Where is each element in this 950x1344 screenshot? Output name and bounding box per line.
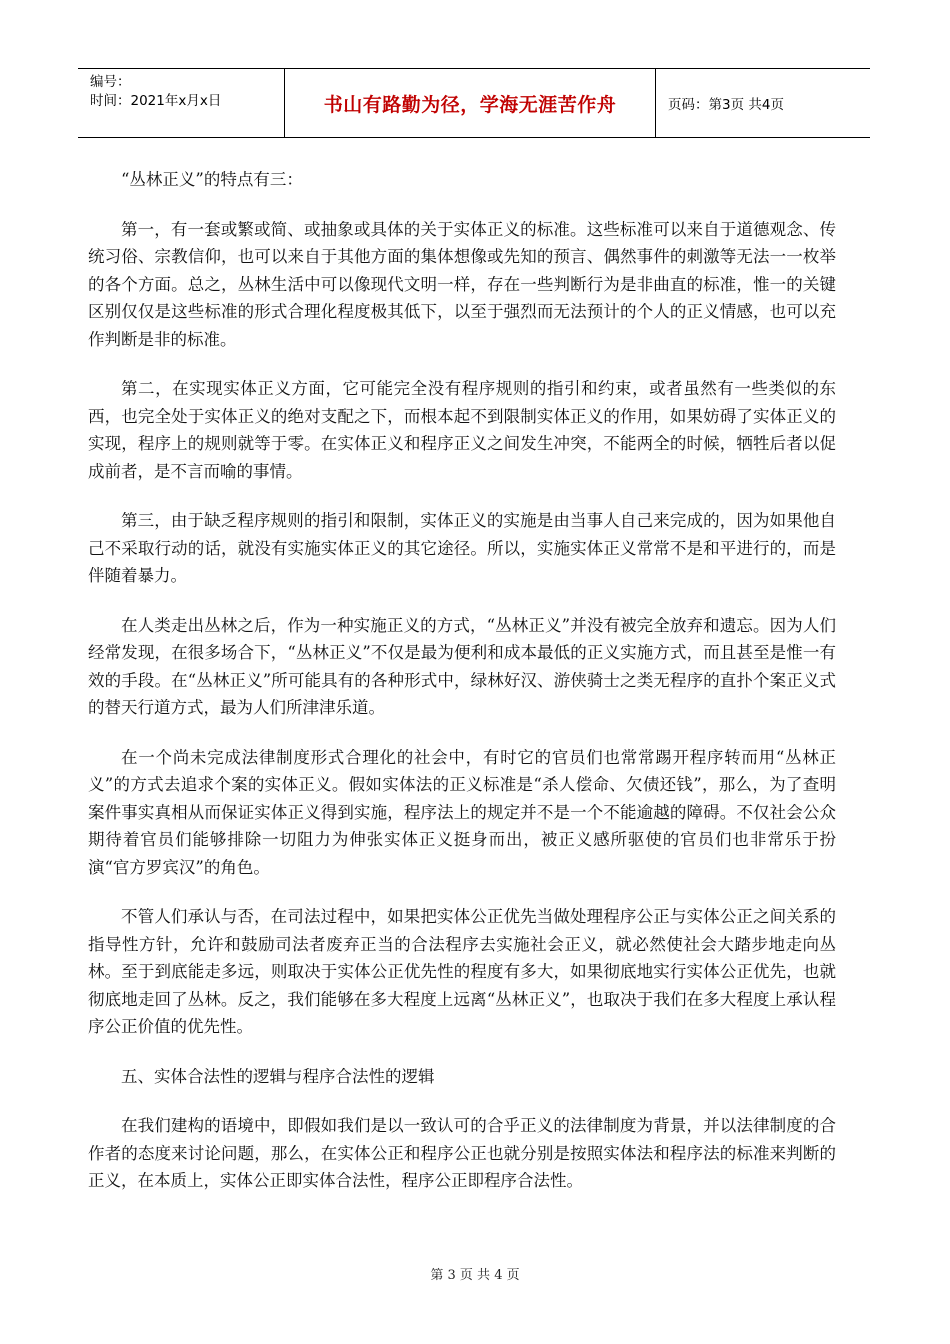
paragraph-judicial-process: 不管人们承认与否，在司法过程中，如果把实体公正优先当做处理程序公正与实体公正之间关系的指导性方针，允许和鼓励司法者废弃正当的合法程序去实施社会正义，就必然使社会大踏步地走向丛林。至于到底能走多远，则取决于实体公正优先性的程度有多大，如果彻底地实行实体公正优先，也就彻底地走回了丛林。反之，我们能够在多大程度上远离“丛林正义”，也取决于我们在多大程度上承认程序公正价值的优先性。 bbox=[88, 907, 836, 1036]
paragraph-intro: “丛林正义”的特点有三： bbox=[121, 170, 303, 189]
header-motto: 书山有路勤为径，学海无涯苦作舟 bbox=[285, 69, 656, 137]
paragraph-context: 在我们建构的语境中，即假如我们是以一致认可的合乎正义的法律制度为背景，并以法律制度的合作者的态度来讨论问题，那么，在实体公正和程序公正也就分别是按照实体法和程序法的标准来判断的正义，在本质上，实体公正即实体合法性，程序公正即程序合法性。 bbox=[88, 1116, 836, 1190]
paragraph-officials: 在一个尚未完成法律制度形式合理化的社会中，有时它的官员们也常常踢开程序转而用“丛林正义”的方式去追求个案的实体正义。假如实体法的正义标准是“杀人偿命、欠债还钱”，那么，为了查明案件事实真相从而保证实体正义得到实施，程序法上的规定并不是一个不能逾越的障碍。不仅社会公众期待着官员们能够排除一切阻力为伸张实体正义挺身而出，被正义感所驱使的官员们也非常乐于扮演“官方罗宾汉”的角色。 bbox=[88, 747, 836, 877]
header-meta bbox=[78, 69, 285, 137]
paragraph-third: 第三，由于缺乏程序规则的指引和限制，实体正义的实施是由当事人自己来完成的，因为如果他自己不采取行动的话，就没有实施实体正义的其它途径。所以，实施实体正义常常不是和平进行的，而是伴随着暴力。 bbox=[88, 511, 836, 585]
paragraph-first: 第一，有一套或繁或简、或抽象或具体的关于实体正义的标准。这些标准可以来自于道德观念、传统习俗、宗教信仰，也可以来自于其他方面的集体想像或先知的预言、偶然事件的刺激等无法一一枚举的各个方面。总之，丛林生活中可以像现代文明一样，存在一些判断行为是非曲直的标准，惟一的关键区别仅仅是这些标准的形式合理化程度极其低下，以至于强烈而无法预计的个人的正义情感，也可以充作判断是非的标准。 bbox=[88, 219, 836, 349]
page-header bbox=[78, 68, 870, 138]
document-body bbox=[88, 166, 836, 1217]
document-number-label: 编号： bbox=[90, 74, 131, 90]
header-page-code: 页码：第3页 共4页 bbox=[668, 97, 784, 113]
section-heading: 五、实体合法性的逻辑与程序合法性的逻辑 bbox=[121, 1066, 435, 1086]
document-time-label: 时间：2021年x月x日 bbox=[90, 93, 222, 109]
paragraph-second: 第二，在实现实体正义方面，它可能完全没有程序规则的指引和约束，或者虽然有一些类似的东西，也完全处于实体正义的绝对支配之下，而根本起不到限制实体正义的作用，如果妨碍了实体正义的实现，程序上的规则就等于零。在实体正义和程序正义之间发生冲突，不能两全的时候，牺牲后者以促成前者，是不言而喻的事情。 bbox=[88, 379, 836, 481]
page-footer: 第 3 页 共 4 页 bbox=[430, 1268, 520, 1283]
paragraph-after-jungle: 在人类走出丛林之后，作为一种实施正义的方式，“丛林正义”并没有被完全放弃和遗忘。因为人们经常发现，在很多场合下，“丛林正义”不仅是最为便利和成本最低的正义实施方式，而且甚至是惟一有效的手段。在“丛林正义”所可能具有的各种形式中，绿林好汉、游侠骑士之类无程序的直扑个案正义式的替天行道方式，最为人们所津津乐道。 bbox=[88, 615, 836, 717]
